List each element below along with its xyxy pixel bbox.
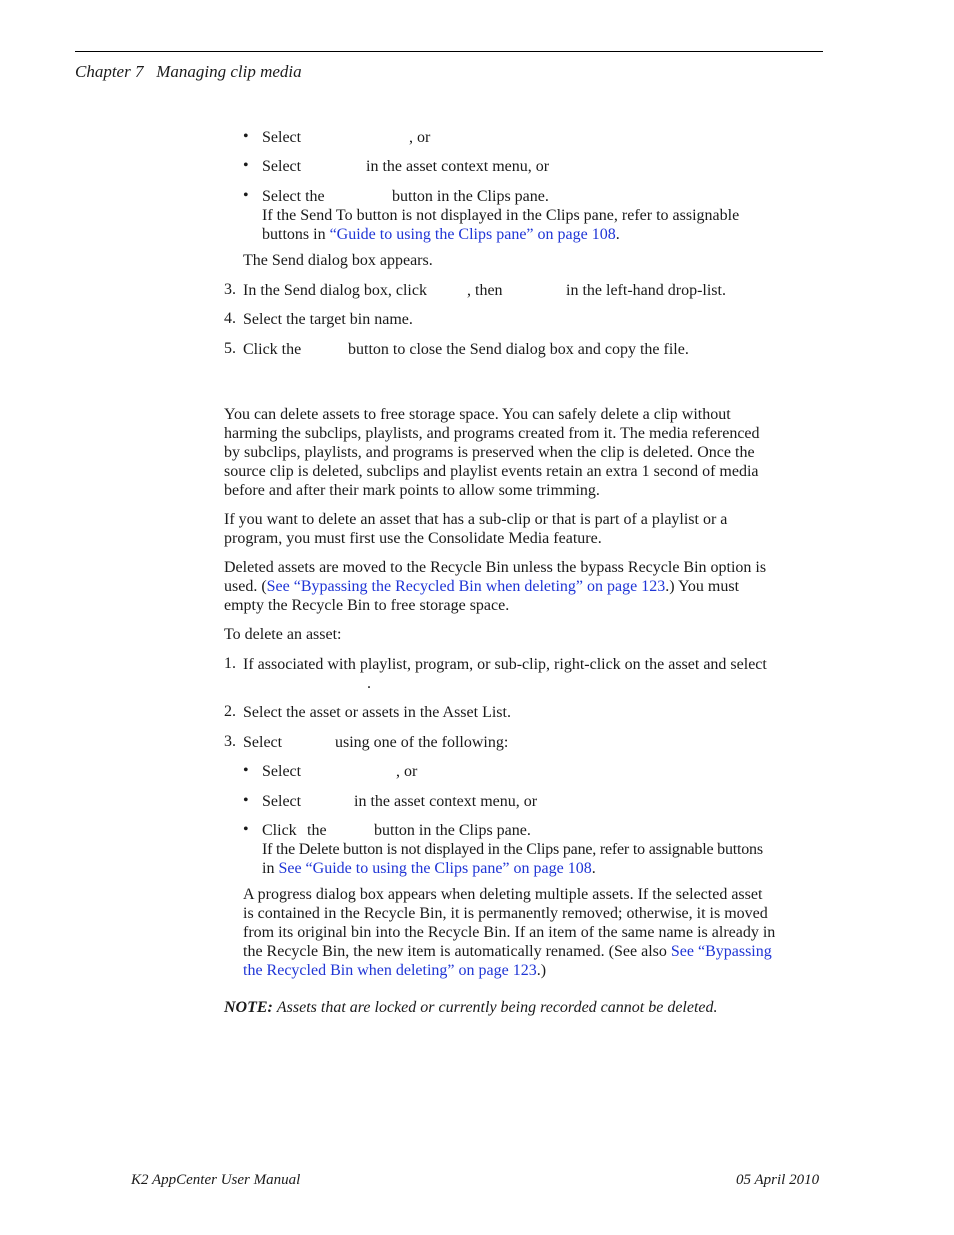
bullet-subtext: If the Send To button is not displayed in the Clips pane, refer to assignable	[262, 207, 740, 224]
step-number: 4.	[224, 310, 236, 327]
bullet-text: Click	[262, 822, 297, 839]
note	[224, 998, 718, 1017]
bullet-subtext-line: in See “Guide to using the Clips pane” on page 108.	[262, 860, 596, 877]
bullet-marker: •	[243, 762, 249, 779]
bypassing-recycle-bin-link-cont[interactable]: the Recycled Bin when deleting” on page 123	[243, 962, 537, 979]
send-dialog-appears: The Send dialog box appears.	[243, 252, 433, 269]
footer-date: 05 April 2010	[736, 1172, 820, 1188]
header-rule	[75, 51, 823, 52]
bullet-text: , or	[396, 763, 418, 780]
bullet-marker: •	[243, 128, 249, 145]
bullet-text: the	[307, 822, 327, 839]
bullet-text: Select	[262, 129, 302, 146]
step-text: .	[367, 675, 371, 692]
guide-clips-pane-link[interactable]: See “Guide to using the Clips pane” on page 108	[278, 860, 592, 877]
bullet-text: Select	[262, 793, 302, 810]
step-number: 1.	[224, 655, 236, 672]
step-text: button to close the Send dialog box and copy the file.	[348, 341, 689, 358]
step-text: Select	[243, 734, 283, 751]
bullet-marker: •	[243, 157, 249, 174]
chapter-header: Chapter 7 Managing clip media	[75, 62, 302, 81]
bullet-text: Select	[262, 763, 302, 780]
bullet-text: button in the Clips pane.	[392, 188, 549, 205]
bypassing-recycle-bin-link[interactable]: See “Bypassing	[670, 943, 772, 960]
step-text: , then	[467, 282, 503, 299]
step-number: 3.	[224, 281, 236, 298]
bullet-text: , or	[409, 129, 431, 146]
step-number: 3.	[224, 733, 236, 750]
step-text: Select the asset or assets in the Asset List.	[243, 704, 511, 721]
step-text: If associated with playlist, program, or sub-clip, right-click on the asset and select	[243, 656, 767, 673]
step-text: Select the target bin name.	[243, 311, 413, 328]
to-delete-heading: To delete an asset:	[224, 626, 342, 643]
bullet-subtext-line: buttons in “Guide to using the Clips pane” on page 108.	[262, 226, 620, 243]
bullet-text: in the asset context menu, or	[366, 158, 550, 175]
consolidate-paragraph: If you want to delete an asset that has a sub-clip or that is part of a playlist or a program, you must first use the Consolidate Media feature.	[224, 511, 728, 547]
bullet-text: button in the Clips pane.	[374, 822, 531, 839]
bullet-marker: •	[243, 792, 249, 809]
recycle-bin-paragraph: Deleted assets are moved to the Recycle Bin unless the bypass Recycle Bin option is used. (See “Bypassing the Recycled Bin when deleting” on page 123.) You must empty the Recycle Bin to free storage space.	[224, 559, 767, 614]
step-text: Click the	[243, 341, 302, 358]
bullet-text: Select the	[262, 188, 325, 205]
delete-intro-paragraph: You can delete assets to free storage space. You can safely delete a clip without harming the subclips, playlists, and programs created from it. The media referenced by subclips, playlists, and programs is preserved when the clip is deleted. Once the source clip is deleted, subclips and playlist events retain an extra 1 second of media before and after their mark points to allow some trimming.	[224, 406, 760, 499]
step-number: 5.	[224, 340, 236, 357]
bullet-text: Select	[262, 158, 302, 175]
guide-clips-pane-link[interactable]: “Guide to using the Clips pane” on page 108	[329, 226, 616, 243]
bullet-marker: •	[243, 821, 249, 838]
step-text: using one of the following:	[335, 734, 509, 751]
bypassing-recycle-bin-link[interactable]: See “Bypassing the Recycled Bin when deleting” on page 123	[266, 578, 666, 595]
step-text: In the Send dialog box, click	[243, 282, 427, 299]
step-number: 2.	[224, 703, 236, 720]
bullet-marker: •	[243, 187, 249, 204]
note-label: NOTE:	[224, 999, 273, 1016]
footer-manual-title: K2 AppCenter User Manual	[131, 1172, 301, 1188]
bullet-text: in the asset context menu, or	[354, 793, 538, 810]
note-text: Assets that are locked or currently being recorded cannot be deleted.	[276, 999, 718, 1016]
step-text: in the left-hand drop-list.	[566, 282, 726, 299]
bullet-subtext: If the Delete button is not displayed in the Clips pane, refer to assignable buttons	[262, 841, 763, 858]
progress-paragraph: A progress dialog box appears when deleting multiple assets. If the selected asset is contained in the Recycle Bin, it is permanently removed; otherwise, it is moved from its original bin into the Recycle Bin. If an item of the same name is already in the Recycle Bin, the new item is automatically renamed. (See also See “Bypassing the Recycled Bin when deleting” on page 123.)	[243, 886, 776, 979]
